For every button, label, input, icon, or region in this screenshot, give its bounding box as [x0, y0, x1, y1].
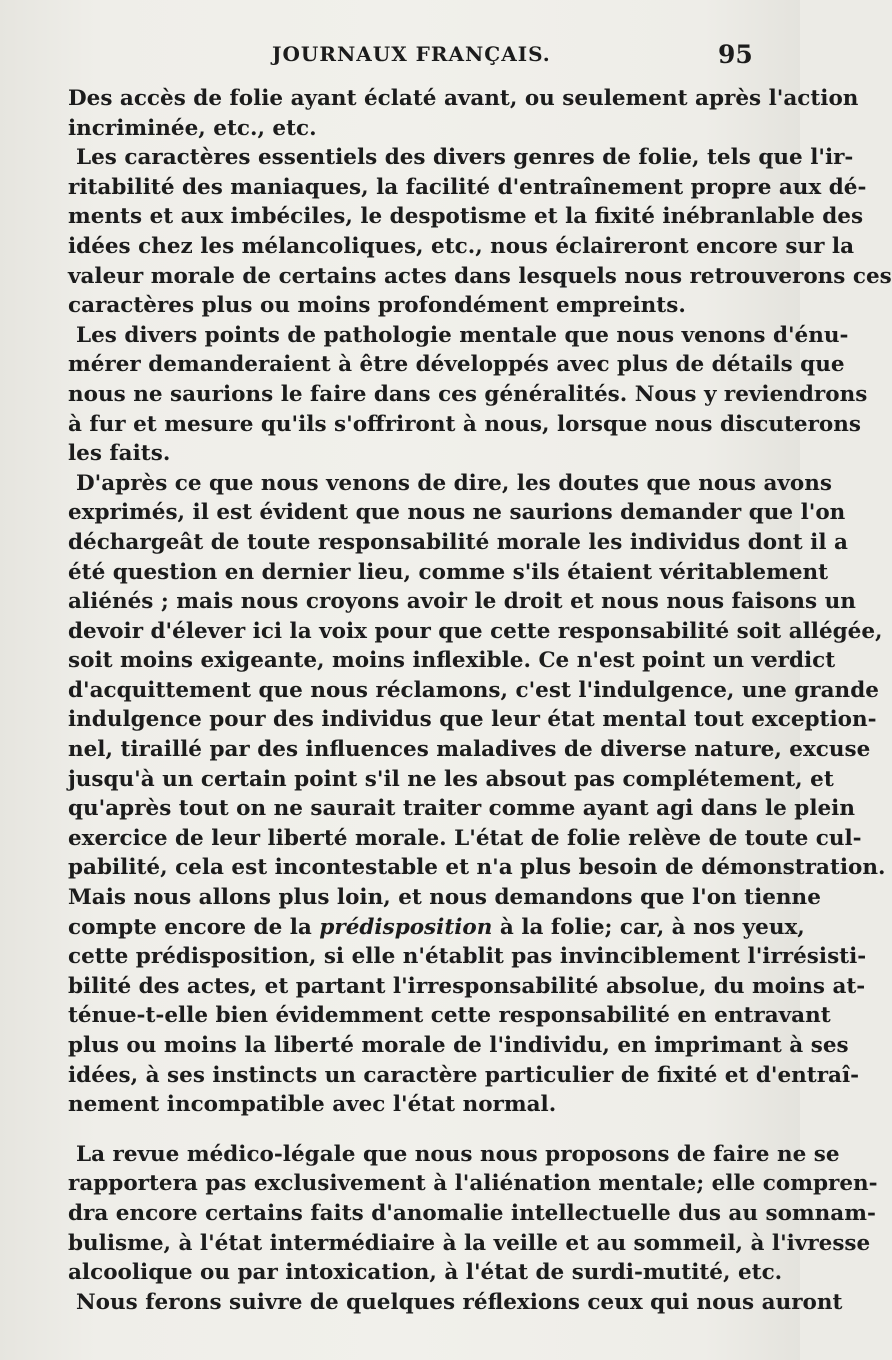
text-line: bulisme, à l'état intermédiaire à la veille et au sommeil, à l'ivresse — [68, 1230, 871, 1256]
text-line: déchargeât de toute responsabilité morale les individus dont il a — [68, 529, 848, 555]
text-line: plus ou moins la liberté morale de l'individu, en imprimant à ses — [68, 1033, 849, 1058]
text-line: qu'après tout on ne saurait traiter comme ayant agi dans le plein — [68, 796, 855, 822]
page-number: 95 — [718, 40, 753, 69]
text-line: Mais nous allons plus loin, et nous demandons que l'on tienne — [68, 885, 821, 911]
text-line: Des accès de folie ayant éclaté avant, ou seulement après l'action — [68, 86, 859, 111]
paragraph-1 — [68, 84, 859, 143]
text-line: dra encore certains faits d'anomalie intellectuelle dus au somnam- — [68, 1200, 876, 1226]
emphasis-prediposition: prédisposition — [319, 914, 493, 940]
text-line: rapportera pas exclusivement à l'aliénation mentale; elle compren- — [68, 1171, 878, 1197]
paragraph-6 — [68, 1288, 843, 1318]
text-line: bilité des actes, et partant l'irresponsabilité absolue, du moins at- — [68, 973, 866, 999]
text-line: exercice de leur liberté morale. L'état de folie relève de toute cul- — [68, 825, 862, 851]
text-line: Nous ferons suivre de quelques réflexions ceux qui nous auront — [76, 1289, 843, 1315]
paragraph-3 — [68, 321, 868, 469]
text-line: cette prédisposition, si elle n'établit pas invinciblement l'irrésisti- — [68, 944, 867, 970]
text-line: jusqu'à un certain point s'il ne les absout pas complétement, et — [68, 766, 834, 792]
text-line: mérer demanderaient à être développés avec plus de détails que — [68, 352, 845, 378]
text-line: été question en dernier lieu, comme s'ils étaient véritablement — [68, 559, 829, 585]
text-line: D'après ce que nous venons de dire, les doutes que nous avons — [76, 470, 832, 496]
text-line: pabilité, cela est incontestable et n'a plus besoin de démonstration. — [68, 855, 886, 881]
text-line: à fur et mesure qu'ils s'offriront à nous, lorsque nous discuterons — [68, 411, 862, 437]
text-line: alcoolique ou par intoxication, à l'état de surdi-mutité, etc. — [68, 1260, 783, 1286]
body-text — [68, 84, 892, 1317]
text-line: devoir d'élever ici la voix pour que cette responsabilité soit allégée, — [68, 618, 883, 644]
text-line: incriminée, etc., etc. — [68, 115, 317, 141]
text-line: soit moins exigeante, moins inflexible. Ce n'est point un verdict — [68, 648, 836, 674]
text-line: idées chez les mélancoliques, etc., nous éclaireront encore sur la — [68, 233, 855, 259]
text-line: ténue-t-elle bien évidemment cette responsabilité en entravant — [68, 1003, 831, 1029]
paragraph-5 — [68, 1140, 878, 1288]
text-segment: compte encore de la — [68, 914, 312, 940]
text-line: nement incompatible avec l'état normal. — [68, 1092, 557, 1118]
text-line: indulgence pour des individus que leur état mental tout exception- — [68, 707, 877, 733]
text-line: d'acquittement que nous réclamons, c'est l'indulgence, une grande — [68, 677, 879, 703]
text-segment: à la folie; car, à nos yeux, — [499, 914, 805, 940]
text-line: les faits. — [68, 441, 171, 467]
text-line: La revue médico-légale que nous nous proposons de faire ne se — [76, 1141, 840, 1167]
text-line: nel, tiraillé par des influences maladives de diverse nature, excuse — [68, 737, 871, 763]
text-line: idées, à ses instincts un caractère particulier de fixité et d'entraî- — [68, 1062, 860, 1088]
paragraph-spacer — [68, 1120, 762, 1140]
text-line: caractères plus ou moins profondément empreints. — [68, 293, 686, 319]
paragraph-4 — [68, 469, 886, 1120]
text-line: ments et aux imbéciles, le despotisme et la fixité inébranlable des — [68, 204, 864, 230]
text-line: nous ne saurions le faire dans ces généralités. Nous y reviendrons — [68, 381, 868, 407]
text-line: Les caractères essentiels des divers genres de folie, tels que l'ir- — [76, 145, 854, 171]
text-line: aliénés ; mais nous croyons avoir le droit et nous nous faisons un — [68, 589, 856, 615]
text-line: Les divers points de pathologie mentale que nous venons d'énu- — [76, 322, 849, 348]
text-line-with-emphasis — [68, 913, 805, 943]
text-line: valeur morale de certains actes dans lesquels nous retrouverons ces — [68, 263, 892, 289]
text-line: ritabilité des maniaques, la facilité d'entraînement propre aux dé- — [68, 174, 867, 200]
running-head: JOURNAUX FRANÇAIS. — [272, 42, 551, 66]
text-line: exprimés, il est évident que nous ne saurions demander que l'on — [68, 500, 846, 526]
paragraph-2 — [68, 143, 892, 321]
page-header — [0, 40, 800, 80]
